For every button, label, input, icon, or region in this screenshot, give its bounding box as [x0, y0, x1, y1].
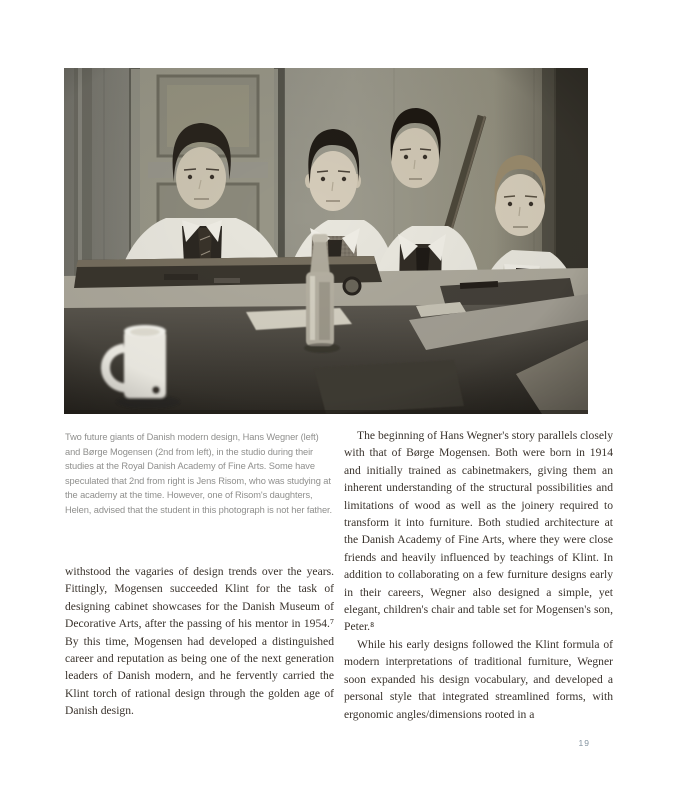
- body-paragraph: The beginning of Hans Wegner's story parallels closely with that of Børge Mogensen. Both were born in 1914 and initially trained as cabinetmakers, giving them an inherent understanding of the structural possibilities and limitations of wood as well as the joinery required to transform it into furniture. Both studied architecture at the Danish Academy of Fine Arts, where they were close friends and heavily influenced by teachings of Klint. In addition to collaborating on a few furniture designs early in their careers, Wegner also designed a simple, yet elegant, children's chair and table set for Mogensen's son, Peter.⁸: [344, 429, 613, 634]
- photo-bottom-edge: [64, 410, 588, 414]
- studio-photograph: [64, 68, 588, 414]
- photo-vignette: [64, 68, 588, 414]
- photo-scene: [64, 68, 588, 414]
- body-paragraph: withstood the vagaries of design trends over the years. Fittingly, Mogensen succeeded Klint for the task of designing cabinet showcases for the Danish Museum of Decorative Arts, after the passing of his mentor in 1954.⁷ By this time, Mogensen had developed a distinguished career and reputation as being one of the next generation leaders of Danish modern, and he fervently carried the Klint torch of rational design through the golden age of Danish design.: [65, 565, 334, 718]
- body-paragraph: While his early designs followed the Klint formula of modern interpretations of traditional furniture, Wegner soon expanded his design vocabulary, and developed a personal style that integrated streamlined forms, with ergonomic angles/dimensions rooted in a: [344, 637, 613, 721]
- right-column: [344, 427, 613, 723]
- photo-caption: Two future giants of Danish modern design, Hans Wegner (left) and Børge Mogensen (2nd from left), in the studio during their studies at the Royal Danish Academy of Fine Arts. Some have speculated that 2nd from right is Jens Risom, who was studying at the academy at the time. However, one of Risom's daughters, Helen, advised that the student in this photograph is not her father.: [65, 432, 333, 515]
- left-column: [65, 563, 334, 720]
- page-number: 19: [578, 738, 590, 748]
